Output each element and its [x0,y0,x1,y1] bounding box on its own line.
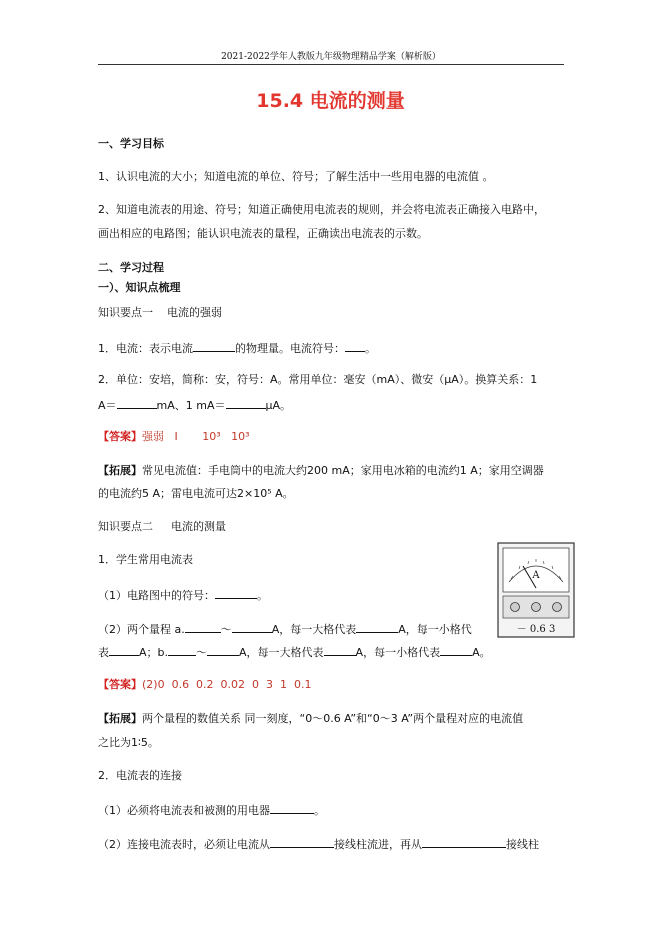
q3-2-blank-6[interactable] [207,644,239,656]
q3-2-blank-7[interactable] [324,644,356,656]
q3-2-text-f: A；b. [139,646,169,659]
ammeter-illustration [497,542,575,638]
kp1-name: 电流的强弱 [167,306,222,319]
q3-2-text-h: A，每一大格代表 [239,646,324,659]
goal-2-line-2: 画出相应的电路图；能认识电流表的量程，正确读出电流表的示数。 [98,227,428,240]
q3-1-text-b: 。 [257,589,268,602]
kp2-label: 知识要点二 [98,520,153,533]
q2-text-a: A＝ [98,399,117,412]
question-3-2-line-2 [98,644,491,660]
subheading-knowledge: 一）、知识点梳理 [98,281,181,294]
knowledge-point-1 [98,306,222,320]
q4-1-blank[interactable] [270,802,314,814]
answer-2-text: (2)0 0.6 0.2 0.02 0 3 1 0.1 [142,678,312,691]
q3-1-blank[interactable] [215,587,257,599]
answer-1-tag: 【答案】 [98,430,142,443]
terminal-negative [511,603,520,612]
q3-2-blank-3[interactable] [356,621,398,633]
question-3-title: 1．学生常用电流表 [98,553,193,566]
goal-1: 1、认识电流的大小；知道电流的单位、符号；了解生活中一些用电器的电流值 。 [98,170,494,183]
q4-1-text-a: （1）必须将电流表和被测的用电器 [98,804,270,817]
q4-2-text-c: 接线柱 [506,838,539,851]
question-4-1 [98,802,325,818]
q1-blank-1[interactable] [193,340,235,352]
terminal-3 [553,603,562,612]
question-3-1 [98,587,268,603]
extension-2-tag: 【拓展】 [98,712,142,725]
extension-1-text: 常见电流值：手电筒中的电流大约200 mA；家用电冰箱的电流约1 A；家用空调器 [142,464,544,477]
q3-2-text-i: A，每一小格代表 [355,646,441,659]
question-3-2-line-1 [98,621,472,637]
q3-2-text-e: 表 [98,646,109,659]
answer-1-text: 强弱 I 10³ 10³ [142,430,250,443]
q3-2-blank-1[interactable] [185,621,221,633]
answer-1 [98,430,250,444]
knowledge-point-2 [98,520,226,534]
q3-2-text-d: A，每一小格代 [398,623,472,636]
running-header: 2021-2022学年人教版九年级物理精品学案（解析版） [221,52,441,62]
q3-2-blank-8[interactable] [440,644,472,656]
q3-2-blank-2[interactable] [232,621,272,633]
header-rule [98,64,564,65]
q1-text-c: 。 [365,342,376,355]
question-2-line-1: 2．单位：安培，简称：安，符号：A。常用单位：毫安（mA）、微安（μA）。换算关系：1 [98,373,538,386]
terminal-0-6 [532,603,541,612]
question-4-title: 2．电流表的连接 [98,769,182,782]
section-heading-process: 二、学习过程 [98,261,164,274]
kp2-name: 电流的测量 [171,520,226,533]
section-heading-goals: 一、学习目标 [98,137,164,150]
q1-blank-2[interactable] [345,340,365,352]
question-1 [98,340,376,356]
answer-2 [98,678,312,692]
q3-2-text-j: A。 [472,646,491,659]
extension-2-text: 两个量程的数值关系 同一刻度，“0～0.6 A”和“0～3 A”两个量程对应的电流值 [142,712,524,725]
extension-1-line-1 [98,464,544,478]
q3-2-text-b: ～ [220,623,232,636]
q2-blank-2[interactable] [226,397,266,409]
extension-1-tag: 【拓展】 [98,464,142,477]
q3-2-blank-4[interactable] [109,644,139,656]
q3-2-text-a: （2）两个量程 a. [98,623,185,636]
q3-1-text-a: （1）电路图中的符号： [98,589,215,602]
q3-2-text-g: ～ [196,646,208,659]
q4-2-blank-1[interactable] [270,836,334,848]
page-title: 15.4 电流的测量 [256,90,405,112]
q4-2-text-b: 接线柱流进，再从 [334,838,422,851]
ammeter-dial-letter: A [532,570,540,581]
extension-1-line-2: 的电流约5 A；雷电电流可达2×10⁵ A。 [98,487,294,500]
question-4-2 [98,836,539,852]
q3-2-blank-5[interactable] [168,644,196,656]
q2-text-b: mA、1 mA＝ [156,399,226,412]
q4-2-text-a: （2）连接电流表时，必须让电流从 [98,838,270,851]
kp1-label: 知识要点一 [98,306,153,319]
q3-2-text-c: A，每一大格代表 [271,623,357,636]
ammeter-terminal-labels: － 0.6 3 [516,624,556,635]
q1-text-b: 的物理量。电流符号： [235,342,345,355]
goal-2-line-1: 2、知道电流表的用途、符号；知道正确使用电流表的规则，并会将电流表正确接入电路中， [98,203,545,216]
q2-blank-1[interactable] [117,397,157,409]
q1-text-a: 1．电流：表示电流 [98,342,193,355]
answer-2-tag: 【答案】 [98,678,142,691]
extension-2-line-1 [98,712,523,726]
q4-2-blank-2[interactable] [422,836,506,848]
q4-1-text-b: 。 [314,804,325,817]
extension-2-line-2: 之比为1∶5。 [98,736,159,749]
question-2-line-2 [98,397,291,413]
q2-text-c: μA。 [265,399,292,412]
